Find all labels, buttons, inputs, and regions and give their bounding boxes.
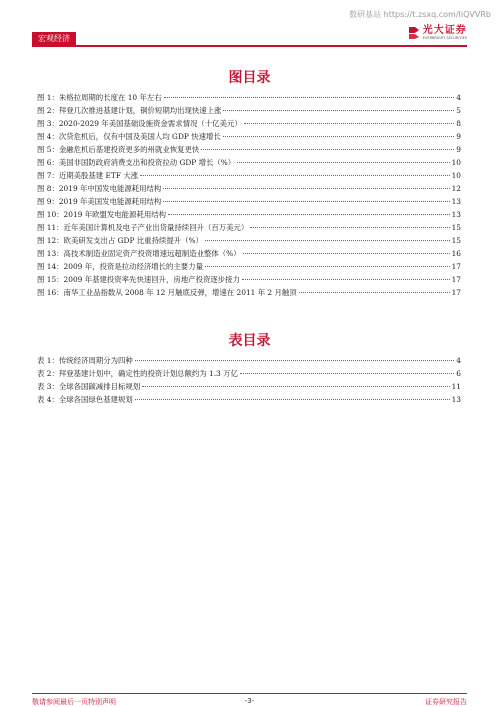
table-label: 表 3： <box>37 382 59 391</box>
figure-title: 2019 年中国发电能源耗用结构 <box>58 184 162 193</box>
figure-entry[interactable] <box>37 92 461 105</box>
figure-entry[interactable] <box>37 131 461 144</box>
figure-entry[interactable] <box>37 235 461 248</box>
figure-label: 图 2： <box>37 106 59 115</box>
figure-title: 2019 年欧盟发电能源耗用结构 <box>63 210 167 219</box>
figure-page: 17 <box>451 275 461 284</box>
logo-name-cn: 光大证券 <box>422 25 467 36</box>
watermark-url: 数研基站 https://t.zsxq.com/IiQVVRb <box>349 10 491 19</box>
figure-entry[interactable] <box>37 118 461 131</box>
figure-page: 12 <box>451 184 461 193</box>
table-entry[interactable] <box>37 368 461 381</box>
figure-title: 高技术制造业固定资产投资增速远超制造业整体（%） <box>63 249 241 258</box>
figure-leader-dots <box>205 266 450 267</box>
figure-entry[interactable] <box>37 157 461 170</box>
figure-leader-dots <box>242 279 450 280</box>
figure-title: 南华工业品指数从 2008 年 12 月触底反弹，增速在 2011 年 2 月触顶 <box>63 288 297 297</box>
logo-mark-icon <box>408 26 420 40</box>
figure-label: 图 8： <box>37 184 59 193</box>
figure-label: 图 5： <box>37 145 59 154</box>
table-label: 表 4： <box>37 395 59 404</box>
figure-page: 10 <box>451 171 461 180</box>
figure-entry[interactable] <box>37 248 461 261</box>
section-tab: 宏观经济 <box>32 32 76 46</box>
table-list-title: 表目录 <box>228 333 271 349</box>
figure-title: 2019 年美国发电能源耗用结构 <box>58 197 162 206</box>
table-leader-dots <box>240 373 454 374</box>
figure-leader-dots <box>140 175 449 176</box>
figure-entry[interactable] <box>37 170 461 183</box>
company-logo <box>408 26 467 41</box>
report-type: 证券研究报告 <box>425 698 467 706</box>
figure-title: 2009 年，投资是拉动经济增长的主要力量 <box>63 262 203 271</box>
figure-entry[interactable] <box>37 144 461 157</box>
figure-label: 图 1： <box>37 93 59 102</box>
figure-label: 图 3： <box>37 119 59 128</box>
figure-entry[interactable] <box>37 183 461 196</box>
table-label: 表 1： <box>37 356 59 365</box>
figure-leader-dots <box>244 123 455 124</box>
table-page: 6 <box>456 369 461 378</box>
figure-page: 8 <box>456 119 461 128</box>
table-leader-dots <box>142 386 449 387</box>
figure-list <box>37 92 461 300</box>
figure-label: 图 15： <box>37 275 64 284</box>
table-entry[interactable] <box>37 394 461 407</box>
table-page: 11 <box>451 382 461 391</box>
figure-title: 次贷危机后，仅有中国及美国人均 GDP 快速增长 <box>58 132 221 141</box>
figure-entry[interactable] <box>37 105 461 118</box>
page-number: -3- <box>244 697 255 705</box>
figure-title: 近期美股基建 ETF 大涨 <box>58 171 139 180</box>
figure-label: 图 11： <box>37 223 64 232</box>
table-page: 4 <box>456 356 461 365</box>
figure-label: 图 7： <box>37 171 59 180</box>
figure-leader-dots <box>223 110 454 111</box>
table-entry[interactable] <box>37 355 461 368</box>
figure-leader-dots <box>168 214 450 215</box>
figure-label: 图 16： <box>37 288 64 297</box>
page-header <box>32 22 467 46</box>
figure-page: 13 <box>451 197 461 206</box>
figure-title: 金融危机后基建投资更多的州就业恢复更快 <box>58 145 200 154</box>
figure-label: 图 6： <box>37 158 59 167</box>
figure-entry[interactable] <box>37 287 461 300</box>
figure-page: 9 <box>456 132 461 141</box>
figure-title: 2009 年基建投资率先快速回升，房地产投资逐步接力 <box>63 275 240 284</box>
figure-leader-dots <box>223 136 455 137</box>
figure-entry[interactable] <box>37 222 461 235</box>
figure-label: 图 12： <box>37 236 64 245</box>
figure-page: 4 <box>456 93 461 102</box>
figure-entry[interactable] <box>37 209 461 222</box>
figure-leader-dots <box>243 253 450 254</box>
figure-title: 朱格拉周期的长度在 10 年左右 <box>58 93 162 102</box>
disclaimer-link[interactable]: 敬请参阅最后一页特别声明 <box>32 698 116 706</box>
figure-title: 近年美国计算机及电子产业出货量持续回升（百万美元） <box>63 223 249 232</box>
figure-entry[interactable] <box>37 274 461 287</box>
header-divider <box>32 45 467 47</box>
figure-label: 图 14： <box>37 262 64 271</box>
figure-entry[interactable] <box>37 261 461 274</box>
figure-page: 13 <box>451 210 461 219</box>
figure-page: 16 <box>451 249 461 258</box>
table-title: 全球各国绿色基建规划 <box>58 395 133 404</box>
figure-list-title: 图目录 <box>228 70 271 86</box>
figure-page: 5 <box>456 106 461 115</box>
figure-page: 9 <box>456 145 461 154</box>
table-title: 拜登基建计划中，确定性的投资计划总额约为 1.3 万亿 <box>58 369 238 378</box>
table-title: 传统经济周期分为四种 <box>58 356 133 365</box>
table-page: 13 <box>451 395 461 404</box>
figure-leader-dots <box>163 201 449 202</box>
figure-leader-dots <box>201 149 454 150</box>
figure-leader-dots <box>250 227 449 228</box>
figure-title: 拜登几次推进基建计划，铜价短期均出现快速上涨 <box>58 106 222 115</box>
figure-title: 2020-2029 年美国基础设施资金需求情况（十亿美元） <box>58 119 242 128</box>
figure-leader-dots <box>299 292 450 293</box>
figure-leader-dots <box>205 240 450 241</box>
figure-leader-dots <box>237 162 449 163</box>
figure-leader-dots <box>163 188 449 189</box>
table-label: 表 2： <box>37 369 59 378</box>
figure-page: 10 <box>451 158 461 167</box>
table-list <box>37 355 461 407</box>
figure-page: 17 <box>451 288 461 297</box>
figure-title: 美国非国防政府消费支出和投资拉动 GDP 增长（%） <box>58 158 236 167</box>
table-leader-dots <box>135 399 450 400</box>
figure-leader-dots <box>164 97 455 98</box>
figure-page: 15 <box>451 236 461 245</box>
figure-page: 17 <box>451 262 461 271</box>
logo-name-en: EVERBRIGHT SECURITIES <box>422 36 467 40</box>
table-entry[interactable] <box>37 381 461 394</box>
figure-label: 图 4： <box>37 132 59 141</box>
figure-label: 图 13： <box>37 249 64 258</box>
footer-divider <box>32 693 467 694</box>
table-title: 全球各国碳减排目标规划 <box>58 382 141 391</box>
figure-page: 15 <box>451 223 461 232</box>
table-leader-dots <box>135 360 455 361</box>
figure-entry[interactable] <box>37 196 461 209</box>
figure-title: 欧美研发支出占 GDP 比重持续提升（%） <box>63 236 203 245</box>
figure-label: 图 9： <box>37 197 59 206</box>
figure-label: 图 10： <box>37 210 64 219</box>
